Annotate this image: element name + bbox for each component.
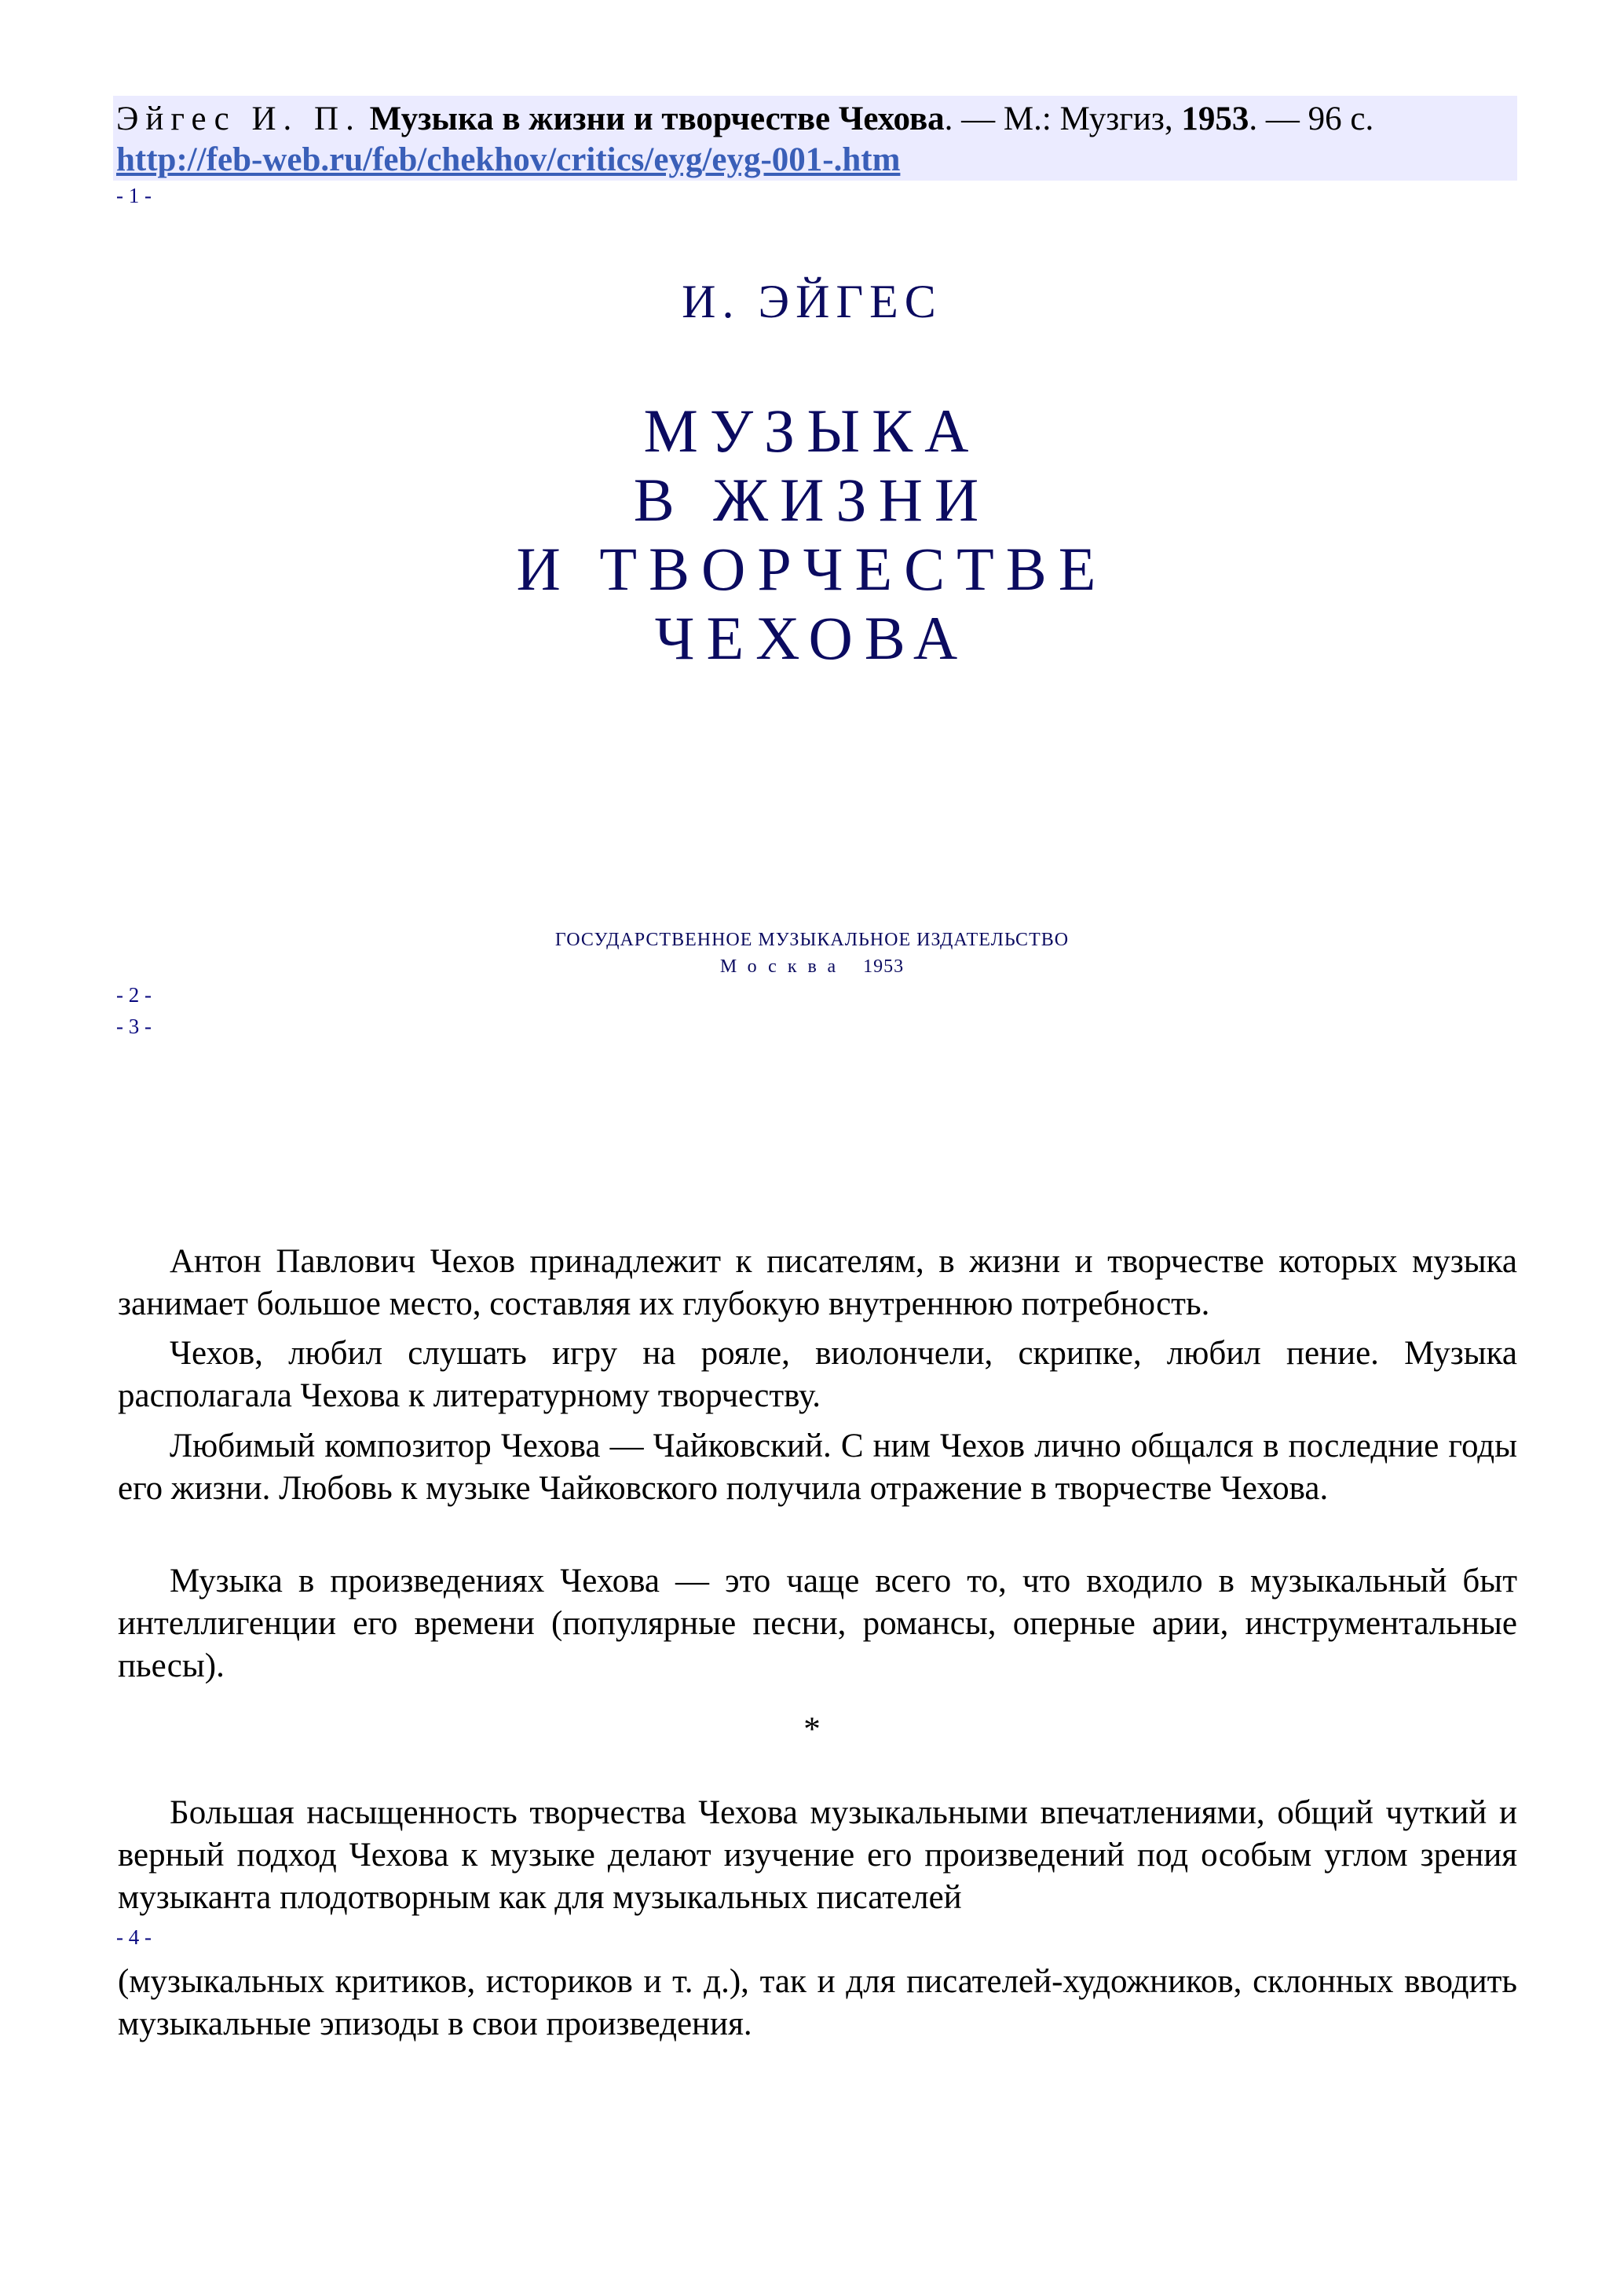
page-marker-4: - 4 - [116,1925,152,1949]
book-title [0,397,1624,673]
paragraph: Музыка в произведениях Чехова — это чаще всего то, что входило в музыкальный быт интеллигенции его времени (популярные песни, романсы, оперные арии, инструментальные пьесы). [118,1563,1517,1684]
section-separator: * [803,1711,821,1748]
book-title-line: ЧЕХОВА [654,604,970,672]
page-marker-1: - 1 - [116,184,152,207]
citation-year: 1953 [1181,101,1249,137]
paragraph: Большая насыщенность творчества Чехова музыкальными впечатлениями, общий чуткий и верный подход Чехова к музыке делают изучение его произведений под особым углом зрения музыканта плодотворным как для музыкальных писателей [118,1794,1517,1916]
book-title-line: В ЖИЗНИ [633,466,991,534]
paragraph: Чехов, любил слушать игру на рояле, виолончели, скрипке, любил пение. Музыка располагала Чехова к литературному творчеству. [118,1335,1517,1414]
citation-line [116,99,1514,140]
imprint-city: Москва [719,956,847,977]
citation-title: Музыка в жизни и творчестве Чехова [369,101,945,137]
imprint-year: 1953 [863,956,905,977]
paragraph: Антон Павлович Чехов принадлежит к писателям, в жизни и творчестве которых музыка занимает большое место, составляя их глубокую внутреннюю потребность. [118,1243,1517,1322]
publisher: ГОСУДАРСТВЕННОЕ МУЗЫКАЛЬНОЕ ИЗДАТЕЛЬСТВО [554,930,1070,950]
citation-header [113,96,1517,181]
paragraph-continued: (музыкальных критиков, историков и т. д.), так и для писателей-художников, склонных вводить музыкальные эпизоды в свои произведения. [118,1963,1517,2042]
book-title-line: МУЗЫКА [643,397,981,465]
paragraph: Любимый композитор Чехова — Чайковский. С ним Чехов лично общался в последние годы его жизни. Любовь к музыке Чайковского получила отражение в творчестве Чехова. [118,1428,1517,1507]
citation-author: Эйгес И. П. [116,101,361,137]
page-marker-2: - 2 - [116,983,152,1007]
book-title-line: И ТВОРЧЕСТВЕ [516,535,1108,603]
citation-pages: . — 96 с. [1249,101,1374,137]
page-marker-3: - 3 - [116,1015,152,1038]
book-author: И. ЭЙГЕС [682,276,942,327]
imprint [0,956,1624,978]
source-link[interactable]: http://feb-web.ru/feb/chekhov/critics/eyg/eyg-001-.htm [116,141,901,178]
citation-publisher: . — М.: Музгиз, [944,101,1182,137]
